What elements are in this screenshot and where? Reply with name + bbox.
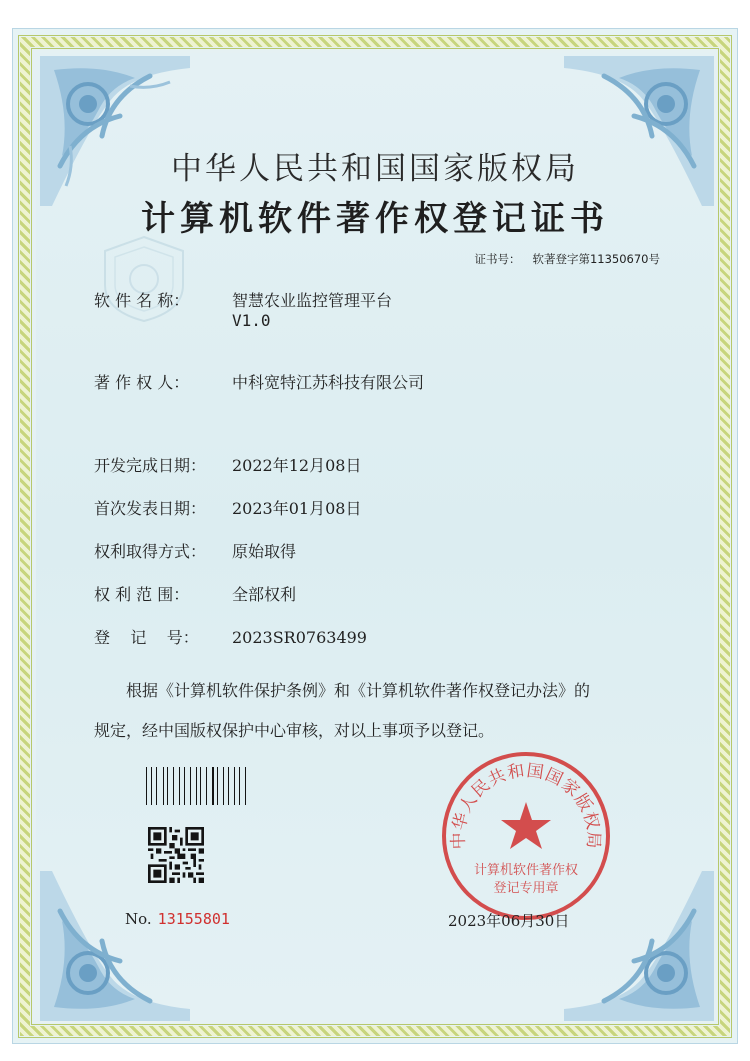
field-value: 2023SR0763499	[232, 628, 367, 647]
field-acquisition-method	[94, 539, 296, 562]
barcode-bar	[239, 767, 240, 805]
field-label: 著 作 权 人：	[94, 373, 190, 392]
seal-ring-text: 中华人民共和国国家版权局	[448, 760, 604, 850]
barcode-bar	[247, 767, 248, 805]
field-rights-scope	[94, 582, 296, 605]
barcode-bar	[228, 767, 229, 805]
field-label: 软 件 名 称：	[94, 291, 190, 310]
certificate-number	[474, 251, 660, 267]
field-label: 权利取得方式：	[94, 542, 207, 561]
official-seal-icon	[440, 750, 612, 922]
field-value: 2023年01月08日	[232, 499, 362, 518]
barcode-bar	[212, 767, 213, 805]
issuer-title: 中华人民共和国国家版权局	[171, 151, 579, 187]
field-value: 原始取得	[232, 542, 297, 561]
barcode-bar	[156, 767, 157, 805]
software-version: V1.0	[232, 311, 271, 330]
field-label: 首次发表日期：	[94, 499, 207, 518]
certificate-number-value: 软著登字第11350670号	[532, 252, 660, 266]
barcode-bar	[204, 767, 205, 805]
barcode-bar	[200, 767, 201, 805]
field-software-name	[94, 288, 392, 311]
seal-line-1: 计算机软件著作权	[473, 863, 579, 878]
field-label: 权 利 范 围：	[94, 585, 190, 604]
field-publish-date	[94, 496, 361, 519]
barcode-bar	[167, 767, 168, 805]
seal-line-2: 登记专用章	[493, 881, 559, 896]
field-copyright-owner	[94, 370, 424, 393]
barcode-bar	[146, 767, 147, 805]
corner-ornament-icon	[40, 871, 190, 1021]
barcode-bar	[179, 767, 180, 805]
barcode-bar	[154, 767, 155, 805]
serial-number	[125, 910, 230, 928]
issue-date: 2023年06月30日	[448, 912, 570, 930]
barcode-bar	[171, 767, 172, 805]
certificate-title: 计算机软件著作权登记证书	[141, 199, 609, 239]
field-registration-number	[94, 625, 367, 648]
serial-value: 13155801	[157, 910, 230, 928]
field-value: 2022年12月08日	[232, 456, 362, 475]
field-value: 中科宽特江苏科技有限公司	[232, 373, 425, 392]
barcode-icon	[146, 767, 250, 805]
barcode-bar	[230, 767, 231, 805]
statement-line-2: 规定，经中国版权保护中心审核，对以上事项予以登记。	[94, 721, 495, 740]
qr-code-icon	[148, 827, 204, 883]
field-label: 开发完成日期：	[94, 456, 207, 475]
field-value: 全部权利	[232, 585, 297, 604]
field-value: 智慧农业监控管理平台	[232, 291, 393, 310]
statement-line-1: 根据《计算机软件保护条例》和《计算机软件著作权登记办法》的	[126, 681, 591, 700]
field-label: 登 记 号：	[94, 628, 199, 647]
barcode-bar	[221, 767, 222, 805]
serial-prefix: No.	[125, 910, 152, 928]
barcode-bar	[187, 767, 188, 805]
certificate-number-label: 证书号：	[474, 252, 521, 266]
barcode-bar	[192, 767, 193, 805]
field-development-date	[94, 453, 361, 476]
